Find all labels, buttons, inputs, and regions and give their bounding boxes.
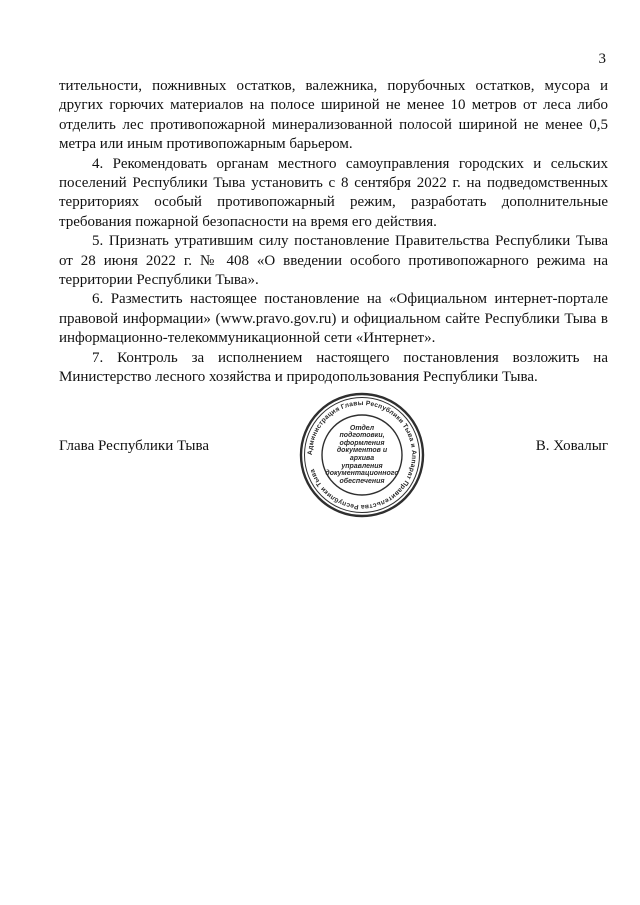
- signer-name: В. Ховалыг: [535, 438, 608, 454]
- document-body: [59, 77, 608, 388]
- seal-line: Отдел: [349, 424, 375, 432]
- seal-line: обеспечения: [339, 477, 385, 485]
- signer-title: Глава Республики Тыва: [59, 438, 210, 454]
- official-seal: [298, 391, 426, 519]
- paragraph-item-4: 4. Рекомендовать органам местного самоуправления городских и сельских поселений Республики Тыва установить с 8 сентября 2022 г. на подведомственных территориях особый противопожарный режим, разработать дополнительные требования пожарной безопасности на время его действия.: [59, 155, 608, 230]
- seal-ring-text-path: Администрация Главы Республики Тыва и Аппарат Правительства Республики Тыва: [306, 399, 418, 511]
- seal-center-text: [325, 421, 399, 489]
- paragraph-item-5: 5. Признать утратившим силу постановление Правительства Республики Тыва от 28 июня 2022 г. № 408 «О введении особого противопожарного режима на территории Республики Тыва».: [59, 233, 608, 289]
- page-number: 3: [598, 51, 606, 67]
- seal-line: оформления: [339, 439, 385, 447]
- paragraph-item-6: 6. Разместить настоящее постановление на «Официальном интернет-портале правовой информации» (www.pravo.gov.ru) и официальном сайте Республики Тыва в информационно-телекоммуникационной сети «Интернет».: [59, 291, 608, 347]
- seal-line: подготовки,: [339, 432, 385, 440]
- seal-line: документационного: [325, 470, 399, 478]
- seal-line: документов и архива: [336, 447, 388, 462]
- paragraph-continuation: тительности, пожнивных остатков, валежника, порубочных остатков, мусора и других горючих материалов на полосе шириной не менее 10 метров от леса либо отделить лес противопожарной минерализованной полосой шириной не менее 0,5 метра или иным противопожарным барьером.: [59, 78, 608, 153]
- paragraph-item-7: 7. Контроль за исполнением настоящего постановления возложить на Министерство лесного хозяйства и природопользования Республики Тыва.: [59, 349, 608, 386]
- seal-line: управления: [341, 462, 383, 470]
